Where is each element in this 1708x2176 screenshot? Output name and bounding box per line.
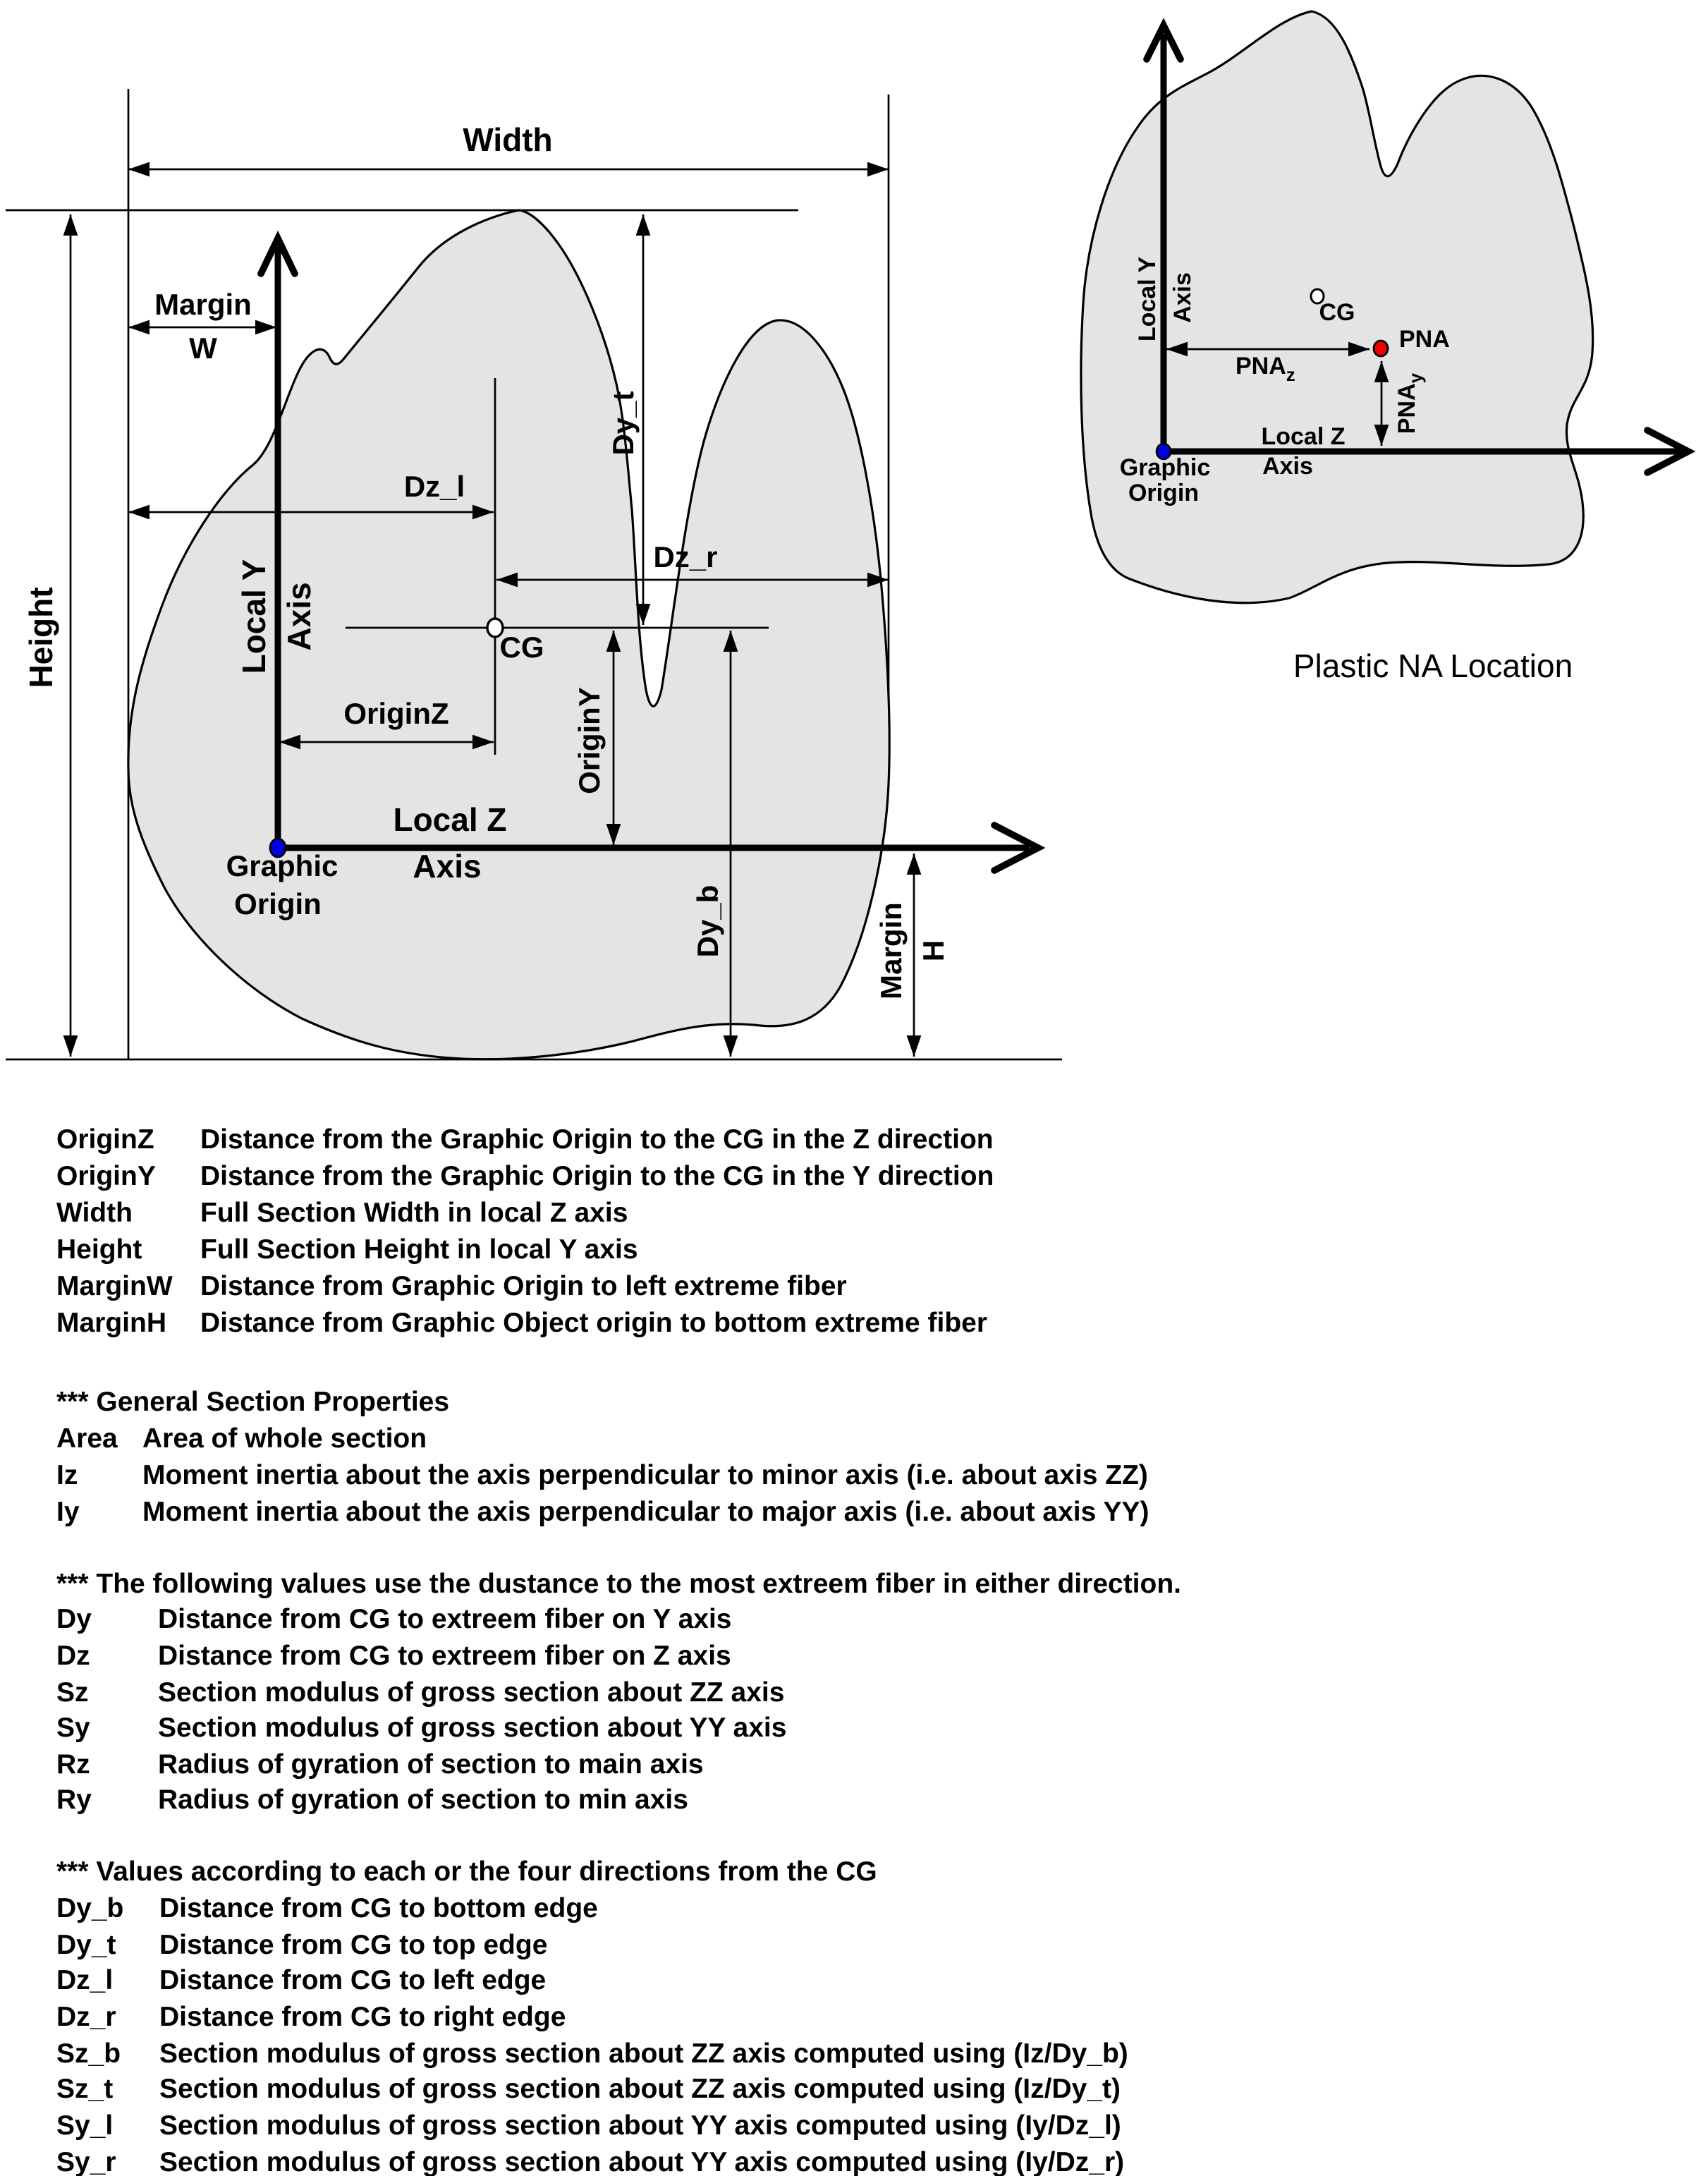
legend-section-header: *** Values according to each or the four directions from the CG	[56, 1856, 877, 1887]
dz-r-label: Dz_r	[653, 540, 718, 573]
legend-row: Dz Distance from CG to extreem fiber on Z axis	[56, 1641, 731, 1671]
right-figure-caption: Plastic NA Location	[1293, 648, 1573, 684]
legend-row: Dy_t Distance from CG to top edge	[56, 1930, 548, 1960]
right-graphic-origin-label-line1: Graphic	[1119, 454, 1211, 481]
right-graphic-origin-label-line2: Origin	[1128, 480, 1200, 506]
legend-row: Sy_l Section modulus of gross section about YY axis computed using (Iy/Dz_l)	[56, 2110, 1121, 2141]
legend-row: Sy Section modulus of gross section about YY axis	[56, 1713, 787, 1743]
legend-row: Height Full Section Height in local Y axis	[56, 1234, 638, 1265]
legend-row: Dz_r Distance from CG to right edge	[56, 2002, 566, 2032]
legend-row: Ry Radius of gyration of section to min axis	[56, 1785, 688, 1815]
legend-row: OriginY Distance from the Graphic Origin to the CG in the Y direction	[56, 1161, 994, 1191]
left-figure	[6, 89, 1062, 1059]
dy-b-label: Dy_b	[691, 885, 724, 958]
margin-w-label-line2: W	[189, 332, 217, 365]
legend-block-definitions	[56, 1124, 994, 1338]
legend-row: Dy_b Distance from CG to bottom edge	[56, 1893, 598, 1923]
local-z-axis-label-line1: Local Z	[393, 801, 507, 838]
legend-row: Sy_r Section modulus of gross section about YY axis computed using (Iy/Dz_r)	[56, 2147, 1125, 2176]
legend-section-header: *** The following values use the dustance to the most extreem fiber in either direction.	[56, 1569, 1182, 1599]
legend-block-general	[56, 1387, 1149, 1527]
right-local-y-axis-label-line2: Axis	[1169, 272, 1196, 323]
dy-t-label: Dy_t	[606, 391, 640, 456]
margin-h-label-line2: H	[917, 940, 950, 962]
legend-row: Rz Radius of gyration of section to main axis	[56, 1749, 704, 1780]
legend-block-extreme-fiber	[56, 1569, 1181, 1815]
legend-row: Sz_t Section modulus of gross section about ZZ axis computed using (Iz/Dy_t)	[56, 2074, 1121, 2104]
dz-l-label: Dz_l	[403, 470, 465, 503]
legend-row: Dy Distance from CG to extreem fiber on Y axis	[56, 1604, 732, 1634]
origin-y-label: OriginY	[573, 687, 606, 794]
pna-label: PNA	[1399, 326, 1450, 353]
local-y-axis-label-line1: Local Y	[236, 559, 272, 674]
graphic-origin-label-line2: Origin	[234, 887, 322, 920]
legend-row: Width Full Section Width in local Z axis	[56, 1198, 628, 1228]
local-y-axis-label-line2: Axis	[281, 582, 317, 651]
height-label: Height	[23, 587, 59, 688]
margin-h-label-line1: Margin	[874, 902, 908, 999]
graphic-origin-label-line1: Graphic	[226, 849, 338, 882]
pna-dot	[1374, 341, 1388, 356]
right-local-z-axis-label-line1: Local Z	[1261, 423, 1346, 450]
right-figure	[1081, 11, 1688, 684]
legend-block-directions	[56, 1856, 1128, 2176]
pna-y-label: $PNA_y$	[1393, 372, 1426, 434]
margin-w-label-line1: Margin	[154, 288, 252, 321]
pna-z-label: $PNA_z$	[1236, 353, 1295, 385]
cg-label: CG	[499, 631, 544, 664]
legend	[56, 1124, 1181, 2176]
right-local-z-axis-label-line2: Axis	[1262, 453, 1313, 480]
local-z-axis-label-line2: Axis	[413, 848, 482, 885]
width-label: Width	[463, 121, 553, 158]
legend-section-header: *** General Section Properties	[56, 1387, 450, 1417]
legend-row: Sz Section modulus of gross section about ZZ axis	[56, 1677, 785, 1708]
legend-row: Sz_b Section modulus of gross section about ZZ axis computed using (Iz/Dy_b)	[56, 2038, 1128, 2069]
legend-row: Iz Moment inertia about the axis perpendicular to minor axis (i.e. about axis ZZ)	[56, 1460, 1148, 1490]
right-cg-label: CG	[1319, 299, 1355, 326]
legend-row: MarginW Distance from Graphic Origin to left extreme fiber	[56, 1271, 847, 1301]
right-local-y-axis-label-line1: Local Y	[1134, 256, 1161, 342]
legend-row: Iy Moment inertia about the axis perpendicular to major axis (i.e. about axis YY)	[56, 1497, 1149, 1527]
origin-z-label: OriginZ	[343, 697, 449, 730]
legend-row: OriginZ Distance from the Graphic Origin to the CG in the Z direction	[56, 1124, 994, 1155]
legend-row: MarginH Distance from Graphic Object origin to bottom extreme fiber	[56, 1308, 988, 1338]
legend-row: Area Area of whole section	[56, 1423, 427, 1454]
legend-row: Dz_l Distance from CG to left edge	[56, 1965, 547, 1995]
